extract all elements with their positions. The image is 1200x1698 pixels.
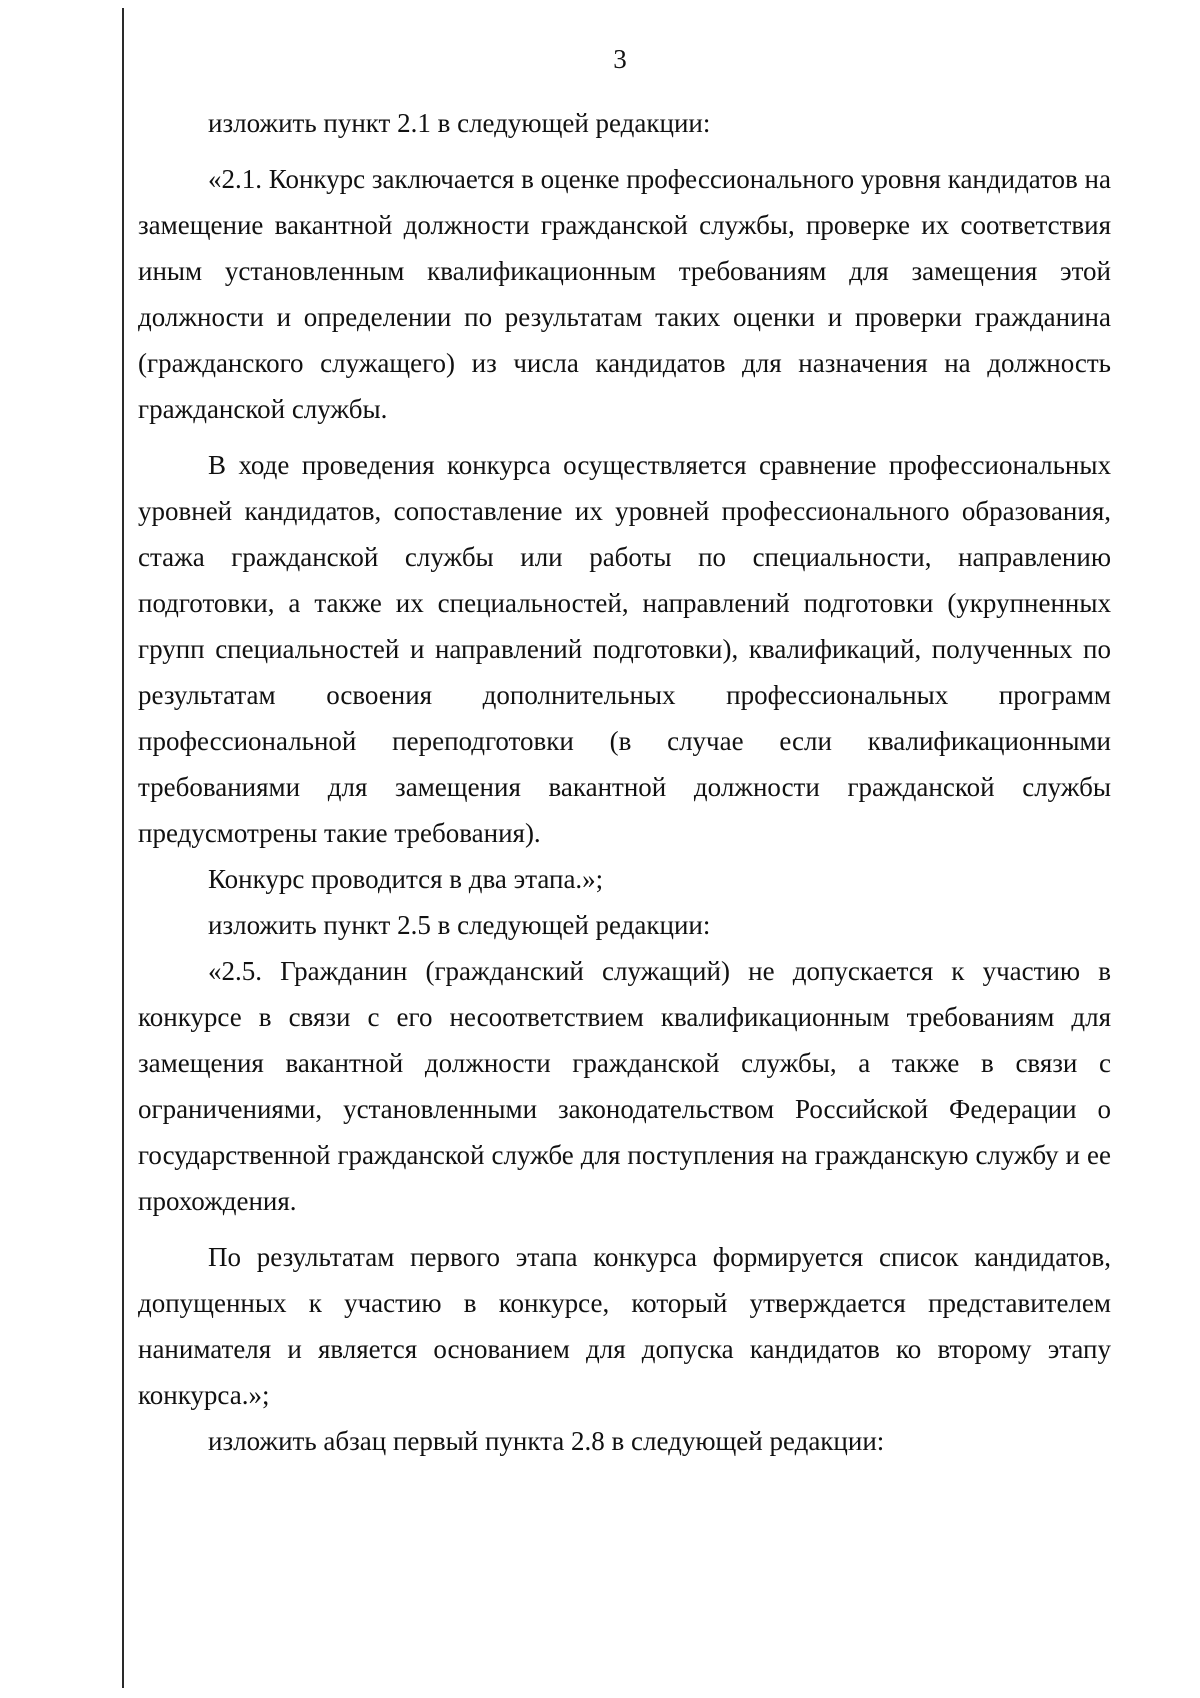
paragraph-amend-2-5-intro: изложить пункт 2.5 в следующей редакции:: [208, 910, 711, 940]
paragraph-first-stage-results: По результатам первого этапа конкурса формируется список кандидатов, допущенных к участию в конкурсе, который утверждается представителем нанимателя и является основанием для допуска кандидатов ко второму этапу конкурса.»;: [138, 1242, 1111, 1410]
paragraph-two-stages: Конкурс проводится в два этапа.»;: [208, 864, 604, 894]
paragraph-amend-2-8-intro: изложить абзац первый пункта 2.8 в следующей редакции:: [208, 1426, 885, 1456]
paragraph-competition-comparison: В ходе проведения конкурса осуществляется сравнение профессиональных уровней кандидатов, сопоставление их уровней профессионального образования, стажа гражданской службы или работы по специальности, направлению подготовки, а также их специальностей, направлений подготовки (укрупненных групп специальностей и направлений подготовки), квалификаций, полученных по результатам освоения дополнительных профессиональных программ профессиональной переподготовки (в случае если квалификационными требованиями для замещения вакантной должности гражданской службы предусмотрены такие требования).: [138, 450, 1111, 848]
paragraph-2-1-text: «2.1. Конкурс заключается в оценке профессионального уровня кандидатов на замещение вакантной должности гражданской службы, проверке их соответствия иным установленным квалификационным требованиям для замещения этой должности и определении по результатам таких оценки и проверки гражданина (гражданского служащего) из числа кандидатов для назначения на должность гражданской службы.: [138, 164, 1111, 424]
paragraph-amend-2-1-intro: изложить пункт 2.1 в следующей редакции:: [208, 108, 711, 138]
paragraph-2-5-text: «2.5. Гражданин (гражданский служащий) не допускается к участию в конкурсе в связи с его несоответствием квалификационным требованиям для замещения вакантной должности гражданской службы, а также в связи с ограничениями, установленными законодательством Российской Федерации о государственной гражданской службе для поступления на гражданскую службу и ее прохождения.: [138, 956, 1111, 1216]
document-body: [138, 100, 1111, 1464]
left-margin-line: [122, 8, 124, 1688]
page-number: 3: [613, 44, 627, 74]
